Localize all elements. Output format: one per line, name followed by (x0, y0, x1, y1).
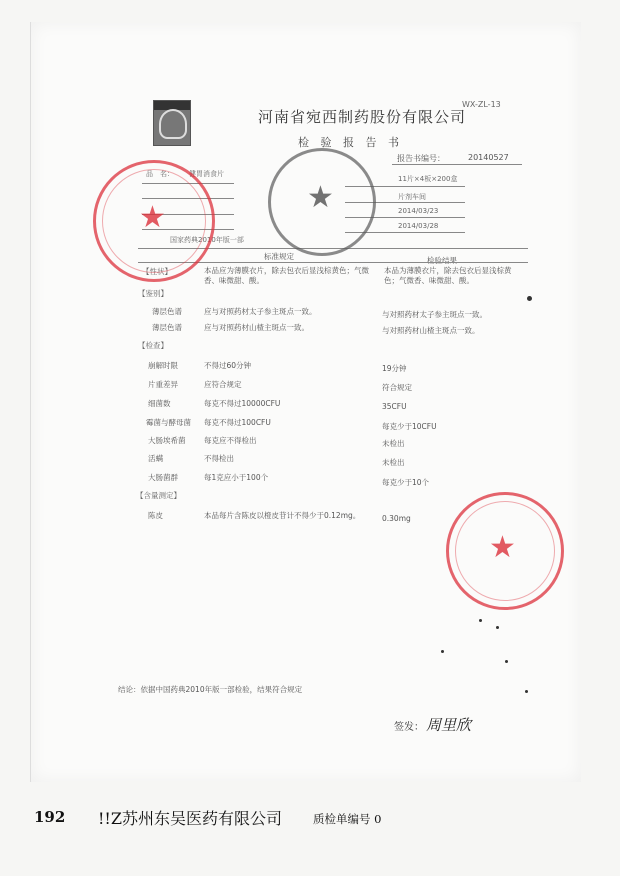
id-std-2: 应与对照药材山楂主斑点一致。 (204, 323, 309, 332)
check-std-7: 每1克应小于100个 (204, 473, 269, 482)
col-standard: 标准规定 (264, 252, 294, 261)
company-logo (153, 100, 191, 146)
qc-number: 质检单编号 0 (313, 812, 382, 826)
report-title: 检 验 报 告 书 (298, 136, 403, 149)
check-std-5: 每克应不得检出 (204, 436, 257, 445)
check-item-3: 细菌数 (148, 399, 171, 408)
check-std-6: 不得检出 (204, 454, 234, 463)
appearance-result: 本品为薄膜衣片，除去包衣后显浅棕黄色；气微香、味微甜、酸。 (384, 266, 512, 285)
report-number-underline (392, 164, 522, 165)
check-item-6: 活螨 (148, 454, 163, 463)
id-res-2: 与对照药材山楂主斑点一致。 (382, 326, 480, 335)
report-number-label: 报告书编号： (397, 154, 445, 163)
check-std-3: 每克不得过10000CFU (204, 399, 281, 408)
check-res-3: 35CFU (382, 402, 407, 411)
company-name: 河南省宛西制药股份有限公司 (258, 108, 467, 126)
scan-speck (479, 619, 482, 622)
conclusion: 结论：依据中国药典2010年版一部检验，结果符合规定 (118, 685, 303, 694)
signature-label: 签发： (394, 722, 424, 733)
signature-name: 周里欣 (426, 716, 472, 734)
scan-speck (527, 296, 532, 301)
id-std-1: 应与对照药材太子参主斑点一致。 (204, 307, 317, 316)
product-name: 健胃消食片 (189, 170, 224, 178)
id-res-1: 与对照药材太子参主斑点一致。 (382, 310, 487, 319)
check-item-7: 大肠菌群 (148, 473, 178, 482)
assay-item: 陈皮 (148, 511, 163, 520)
date-reported: 2014/03/28 (398, 222, 439, 230)
appearance-standard: 本品应为薄膜衣片，除去包衣后显浅棕黄色；气微香、味微甜、酸。 (204, 266, 369, 285)
scan-speck (496, 626, 499, 629)
assay-standard: 本品每片含陈皮以橙皮苷计不得少于0.12mg。 (204, 511, 361, 520)
footer-company: !!Z苏州东吴医药有限公司 (98, 809, 282, 828)
check-std-1: 不得过60分钟 (204, 361, 252, 370)
check-res-6: 未检出 (382, 458, 405, 467)
report-number: 20140527 (468, 153, 509, 162)
scan-speck (441, 650, 444, 653)
document-code: WX-ZL-13 (462, 100, 501, 109)
check-res-5: 未检出 (382, 439, 405, 448)
check-item-1: 崩解时限 (148, 361, 178, 370)
section-assay: 【含量测定】 (136, 491, 181, 500)
check-res-2: 符合规定 (382, 383, 412, 392)
id-item-1: 薄层色谱 (152, 307, 182, 316)
date-received: 2014/03/23 (398, 207, 439, 215)
section-identification: 【鉴别】 (138, 289, 168, 298)
dept-value: 片剂车间 (398, 193, 426, 201)
check-res-1: 19分钟 (382, 364, 407, 373)
section-check: 【检查】 (138, 341, 168, 350)
red-buyer-seal: ★ (446, 492, 564, 610)
check-res-4: 每克少于10CFU (382, 422, 437, 431)
spec-value: 11片×4板×200盒 (398, 175, 458, 183)
product-label: 品 名： (146, 170, 174, 178)
check-std-4: 每克不得过100CFU (204, 418, 271, 427)
gray-inspection-seal: ★ (268, 148, 376, 256)
check-item-5: 大肠埃希菌 (148, 436, 186, 445)
assay-result: 0.30mg (382, 514, 411, 523)
scan-speck (505, 660, 508, 663)
check-std-2: 应符合规定 (204, 380, 242, 389)
page-number: 192 (34, 808, 66, 826)
id-item-2: 薄层色谱 (152, 323, 182, 332)
red-company-seal: ★ (93, 160, 215, 282)
check-item-4: 霉菌与酵母菌 (146, 418, 191, 427)
scan-speck (525, 690, 528, 693)
basis-fragment: 国家药典2010年版一部 (170, 236, 244, 244)
check-res-7: 每克少于10个 (382, 478, 430, 487)
section-appearance: 【性状】 (142, 267, 172, 276)
col-result: 检验结果 (427, 256, 457, 265)
check-item-2: 片重差异 (148, 380, 178, 389)
